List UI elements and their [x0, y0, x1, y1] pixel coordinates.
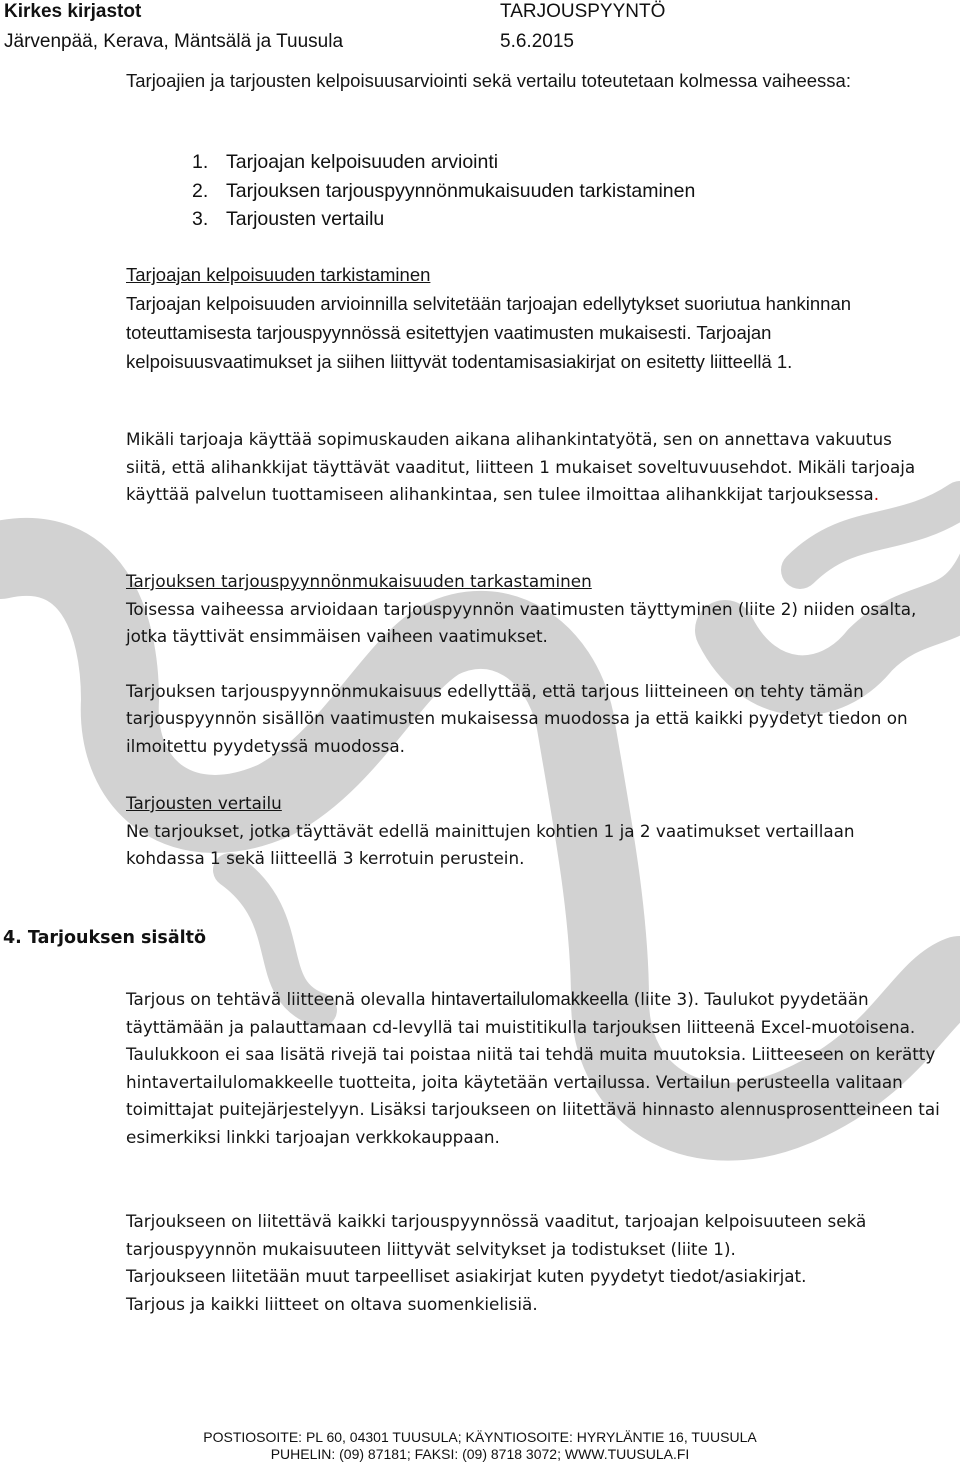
offer-content-paragraph: Tarjous on tehtävä liitteenä olevalla hintavertailulomakkeella (liite 3). Taulukot pyydetään täyttämään ja palauttamaan cd-levyllä tai muistitikulla tarjouksen liitteenä Excel-muotoisena. Taulukkoon ei saa lisätä rivejä tai poistaa niitä tai tehdä muita muutoksia. Liitteeseen on kerätty hintavertailulomakkeelle tuotteita, joita käytetään vertailussa. Vertailun perusteella valitaan toimittajat puitejärjestelyyn. Lisäksi tarjoukseen on liitettävä hinnasto alennusprosentteineen tai esimerkiksi linkki tarjoajan verkkokauppaan.	[126, 988, 940, 1147]
document-type: TARJOUSPYYNTÖ	[500, 1, 666, 22]
attachments-line: Tarjoukseen on liitettävä kaikki tarjouspyynnössä vaaditut, tarjoajan kelpoisuuteen sekä tarjouspyynnön mukaisuuteen liittyvät selvitykset ja todistukset (liite 1).	[126, 1211, 867, 1259]
attachments-line: Tarjoukseen liitetään muut tarpeelliset asiakirjat kuten pyydetyt tiedot/asiakirjat.	[126, 1266, 807, 1286]
comparison-heading: Tarjousten vertailu	[126, 793, 282, 813]
eligibility-section	[126, 260, 906, 376]
price-form-name: hintavertailulomakkeella	[430, 988, 629, 1009]
conformity-section	[126, 568, 936, 760]
conformity-paragraph-1: Toisessa vaiheessa arvioidaan tarjouspyynnön vaatimusten täyttyminen (liite 2) niiden osalta, jotka täyttivät ensimmäisen vaiheen vaatimukset.	[126, 598, 917, 646]
eligibility-paragraph: Tarjoajan kelpoisuuden arvioinnilla selvitetään tarjoajan edellytykset suoriutua hankinnan toteuttamisesta tarjouspyynnössä esitettyjen vaatimusten mukaisesti. Tarjoajan kelpoisuusvaatimukset ja siihen liittyvät todentamisasiakirjat on esitetty liitteellä 1.	[126, 293, 852, 372]
section-4-heading: 4. Tarjouksen sisältö	[3, 928, 207, 948]
list-item: 1. Tarjoajan kelpoisuuden arviointi	[192, 151, 499, 173]
list-item: 2. Tarjouksen tarjouspyynnönmukaisuuden tarkistaminen	[192, 179, 696, 202]
conformity-heading: Tarjouksen tarjouspyynnönmukaisuuden tarkastaminen	[126, 571, 592, 591]
subcontracting-paragraph: Mikäli tarjoaja käyttää sopimuskauden aikana alihankintatyötä, sen on annettava vakuutus siitä, että alihankkijat täyttävät vaaditut, liitteen 1 mukaiset soveltuvuusehdot. Mikäli tarjoaja käyttää palvelun tuottamiseen alihankintaa, sen tulee ilmoittaa alihankkijat tarjouksessa.	[126, 429, 916, 504]
footer-address: POSTIOSOITE: PL 60, 04301 TUUSULA; KÄYNTIOSOITE: HYRYLÄNTIE 16, TUUSULA	[203, 1429, 757, 1445]
comparison-section	[126, 790, 936, 873]
conformity-paragraph-2: Tarjouksen tarjouspyynnönmukaisuus edellyttää, että tarjous liitteineen on tehty tämän tarjouspyynnön sisällön vaatimusten mukaisessa muodossa ja että kaikki pyydetyt tiedon on ilmoitettu pyydetyssä muodossa.	[126, 680, 908, 756]
org-name: Kirkes kirjastot	[4, 1, 142, 22]
attachments-line: Tarjous ja kaikki liitteet on oltava suomenkielisiä.	[126, 1293, 538, 1314]
intro-paragraph: Tarjoajien ja tarjousten kelpoisuusarviointi sekä vertailu toteutetaan kolmessa vaiheessa:	[126, 70, 851, 91]
eligibility-heading: Tarjoajan kelpoisuuden tarkistaminen	[126, 264, 431, 285]
list-item: 3. Tarjousten vertailu	[192, 208, 385, 230]
document-date: 5.6.2015	[500, 31, 574, 52]
evaluation-phases-list	[192, 148, 695, 234]
comparison-paragraph: Ne tarjoukset, jotka täyttävät edellä mainittujen kohtien 1 ja 2 vaatimukset vertaillaan kohdassa 1 sekä liitteellä 3 kerrotuin perustein.	[126, 820, 855, 868]
attachments-paragraph	[126, 1208, 946, 1318]
footer-contact: PUHELIN: (09) 87181; FAKSI: (09) 8718 3072; WWW.TUUSULA.FI	[270, 1446, 690, 1462]
municipalities: Järvenpää, Kerava, Mäntsälä ja Tuusula	[4, 31, 344, 52]
